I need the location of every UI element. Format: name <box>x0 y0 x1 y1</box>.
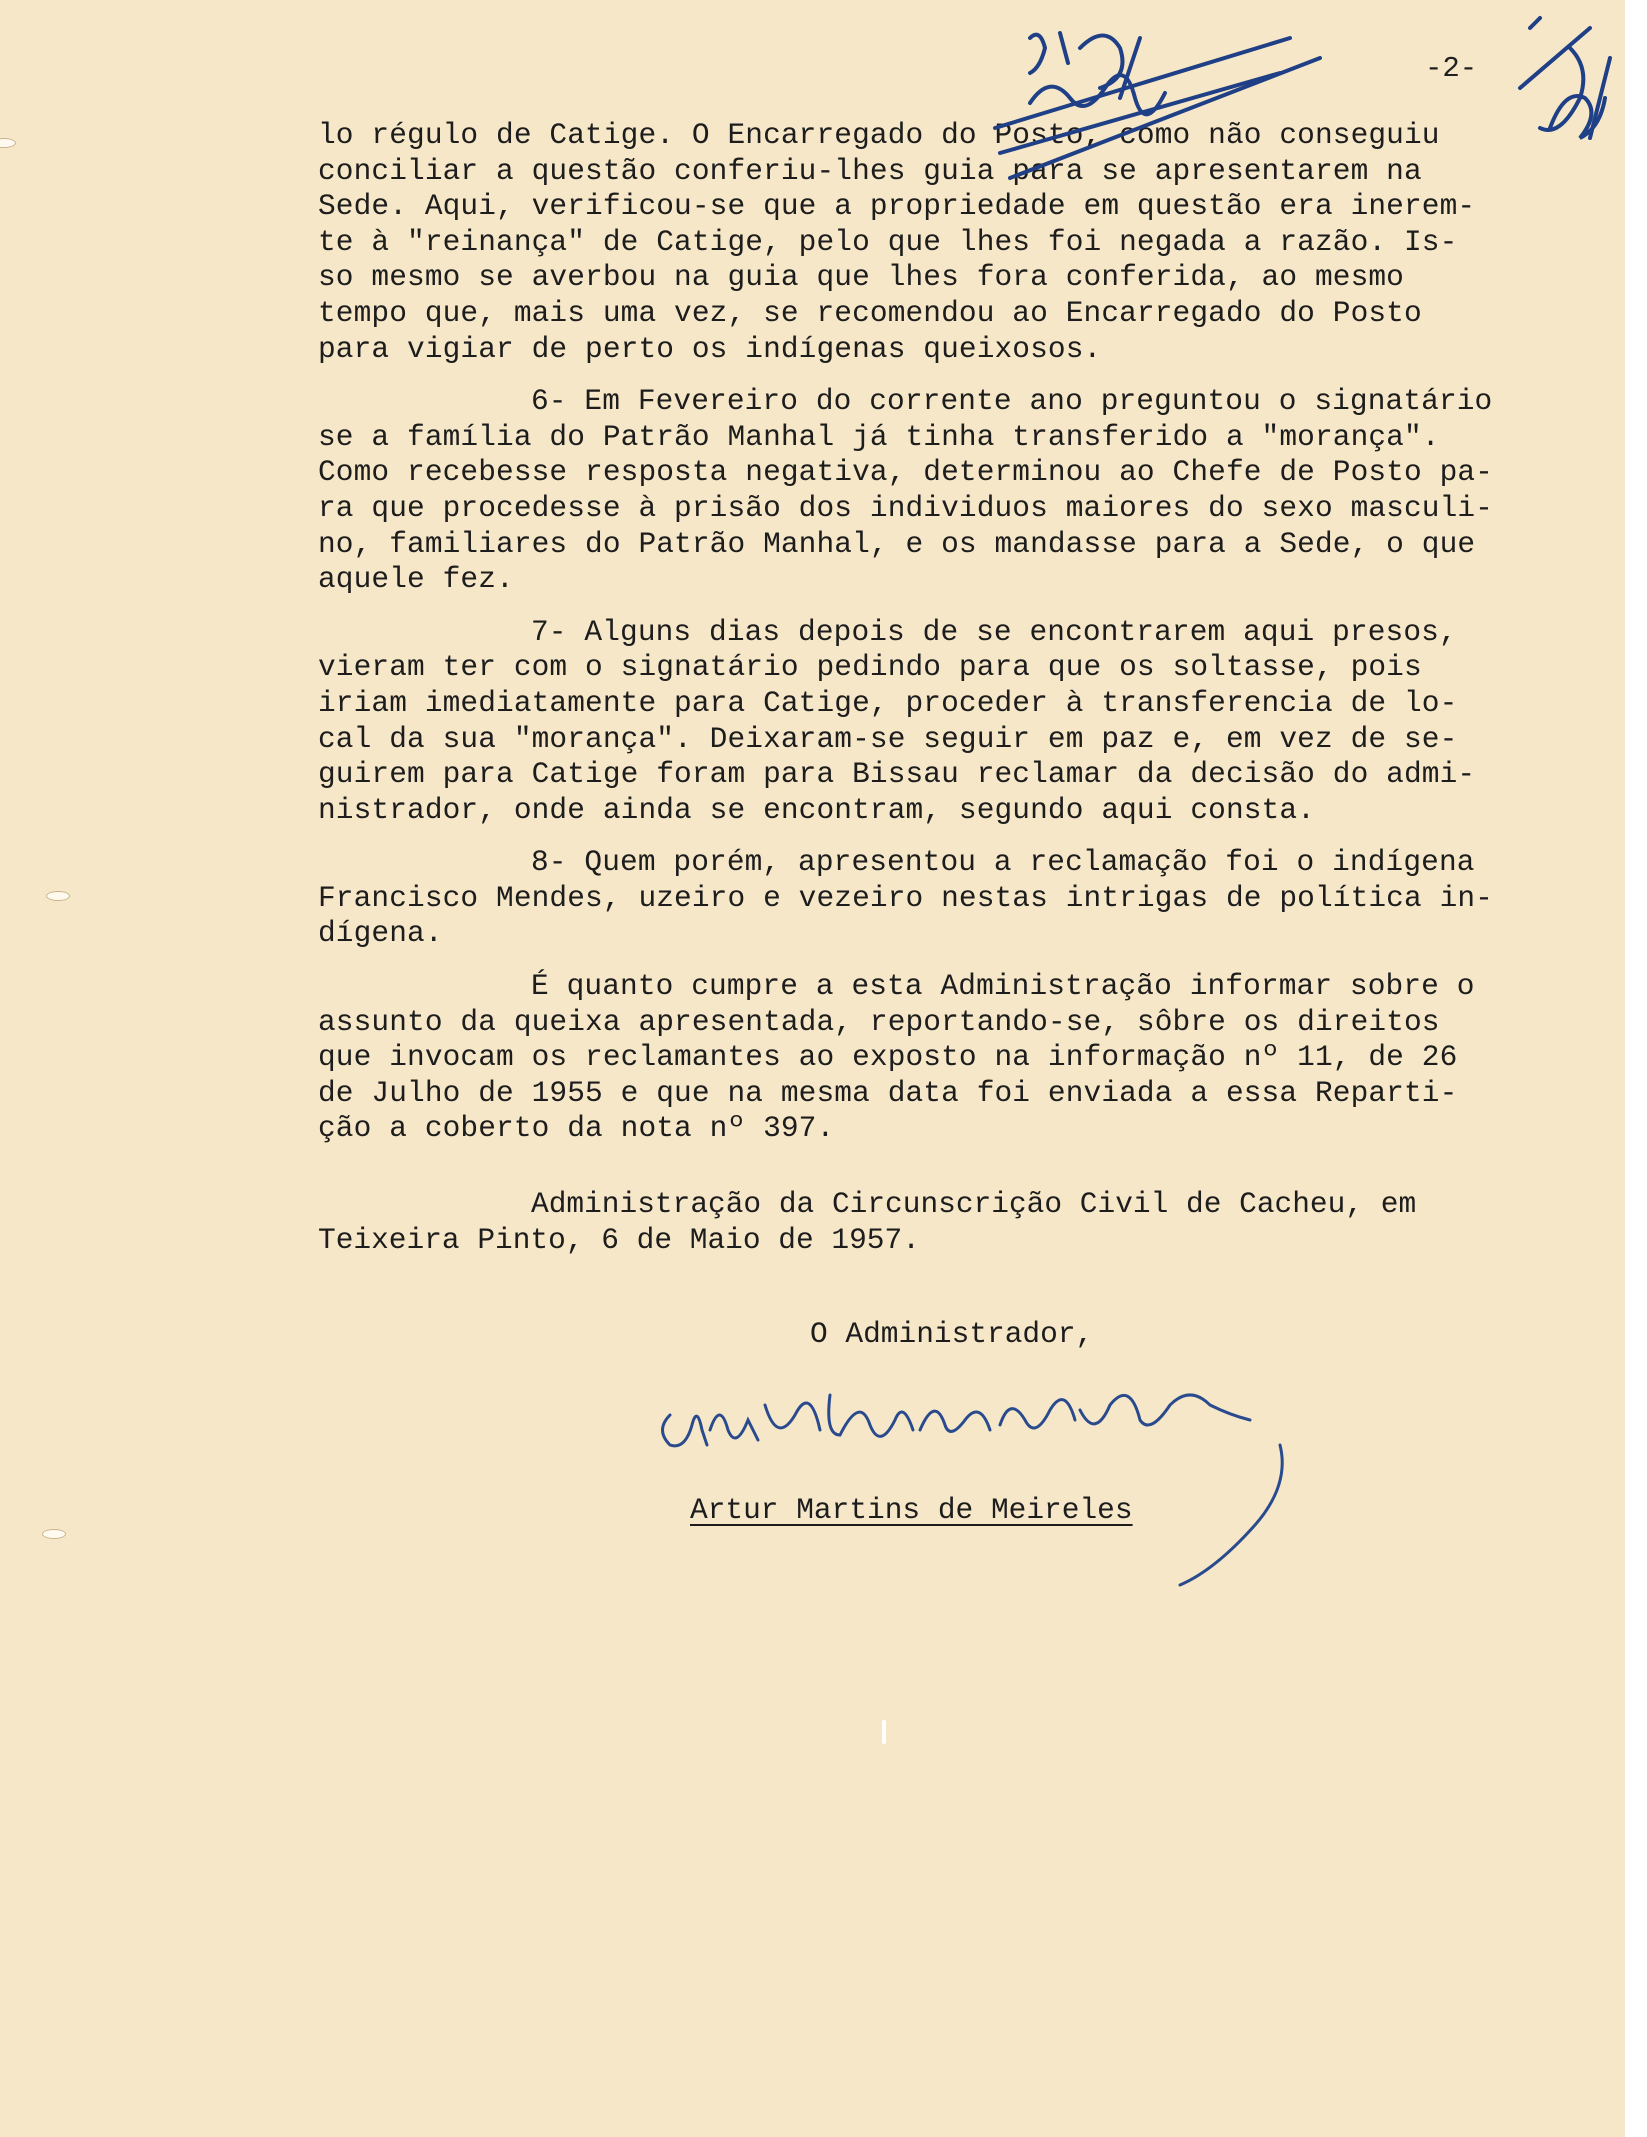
handwritten-annotation-mark <box>990 18 1630 198</box>
paper-blemish <box>882 1720 886 1744</box>
text-line: 8- Quem porém, apresentou a reclamação foi o indígena <box>531 845 1475 880</box>
text-line: conciliar a questão conferiu-lhes guia para se apresentarem na <box>318 153 1422 188</box>
text-line: so mesmo se averbou na guia que lhes fora conferida, ao mesmo <box>318 260 1404 295</box>
text-line: 6- Em Fevereiro do corrente ano preguntou o signatário <box>531 384 1493 419</box>
signoff-title: O Administrador, <box>810 1317 1094 1351</box>
paragraph-conclusion <box>318 969 1638 1147</box>
text-line: no, familiares do Patrão Manhal, e os mandasse para a Sede, o que <box>318 526 1476 561</box>
text-line: Administração da Circunscrição Civil de Cacheu, em <box>531 1187 1417 1221</box>
punch-hole <box>42 1529 66 1539</box>
text-line: de Julho de 1955 e que na mesma data foi enviada a essa Reparti- <box>318 1075 1458 1110</box>
page-edge <box>1625 0 1647 2137</box>
text-line: ção a coberto da nota nº 397. <box>318 1111 835 1146</box>
text-line: É quanto cumpre a esta Administração informar sobre o <box>531 969 1475 1004</box>
document-body <box>318 118 1638 1164</box>
punch-hole <box>0 138 16 148</box>
text-line: dígena. <box>318 916 443 951</box>
text-line: iriam imediatamente para Catige, proceder à transferencia de lo- <box>318 685 1458 720</box>
text-line: lo régulo de Catige. O Encarregado do Posto, como não conseguiu <box>318 118 1440 152</box>
text-line: para vigiar de perto os indígenas queixosos. <box>318 331 1102 366</box>
paragraph-8 <box>318 845 1638 952</box>
text-line: assunto da queixa apresentada, reportando-se, sôbre os direitos <box>318 1004 1440 1039</box>
paragraph-6 <box>318 384 1638 598</box>
text-line: nistrador, onde ainda se encontram, segundo aqui consta. <box>318 792 1315 827</box>
text-line: cal da sua "morança". Deixaram-se seguir em paz e, em vez de se- <box>318 721 1458 756</box>
text-line: vieram ter com o signatário pedindo para que os soltasse, pois <box>318 650 1422 685</box>
place-and-date <box>318 1187 1416 1258</box>
page-number: -2- <box>1425 52 1478 85</box>
text-line: Teixeira Pinto, 6 de Maio de 1957. <box>318 1222 920 1257</box>
text-line: Sede. Aqui, verificou-se que a propriedade em questão era inerem- <box>318 189 1476 224</box>
signature <box>650 1385 1300 1585</box>
text-line: ra que procedesse à prisão dos individuos maiores do sexo masculi- <box>318 490 1493 525</box>
text-line: Como recebesse resposta negativa, determinou ao Chefe de Posto pa- <box>318 455 1493 490</box>
text-line: tempo que, mais uma vez, se recomendou ao Encarregado do Posto <box>318 295 1422 330</box>
text-line: 7- Alguns dias depois de se encontrarem aqui presos, <box>531 614 1457 649</box>
text-line: se a família do Patrão Manhal já tinha transferido a "morança". <box>318 419 1440 454</box>
punch-hole <box>46 891 70 901</box>
text-line: te à "reinança" de Catige, pelo que lhes foi negada a razão. Is- <box>318 224 1458 259</box>
text-line: Francisco Mendes, uzeiro e vezeiro nestas intrigas de política in- <box>318 880 1493 915</box>
text-line: guirem para Catige foram para Bissau reclamar da decisão do admi- <box>318 757 1476 792</box>
signatory-name: Artur Martins de Meireles <box>690 1493 1133 1527</box>
text-line: que invocam os reclamantes ao exposto na informação nº 11, de 26 <box>318 1040 1458 1075</box>
text-line: aquele fez. <box>318 562 514 597</box>
paragraph-7 <box>318 615 1638 829</box>
